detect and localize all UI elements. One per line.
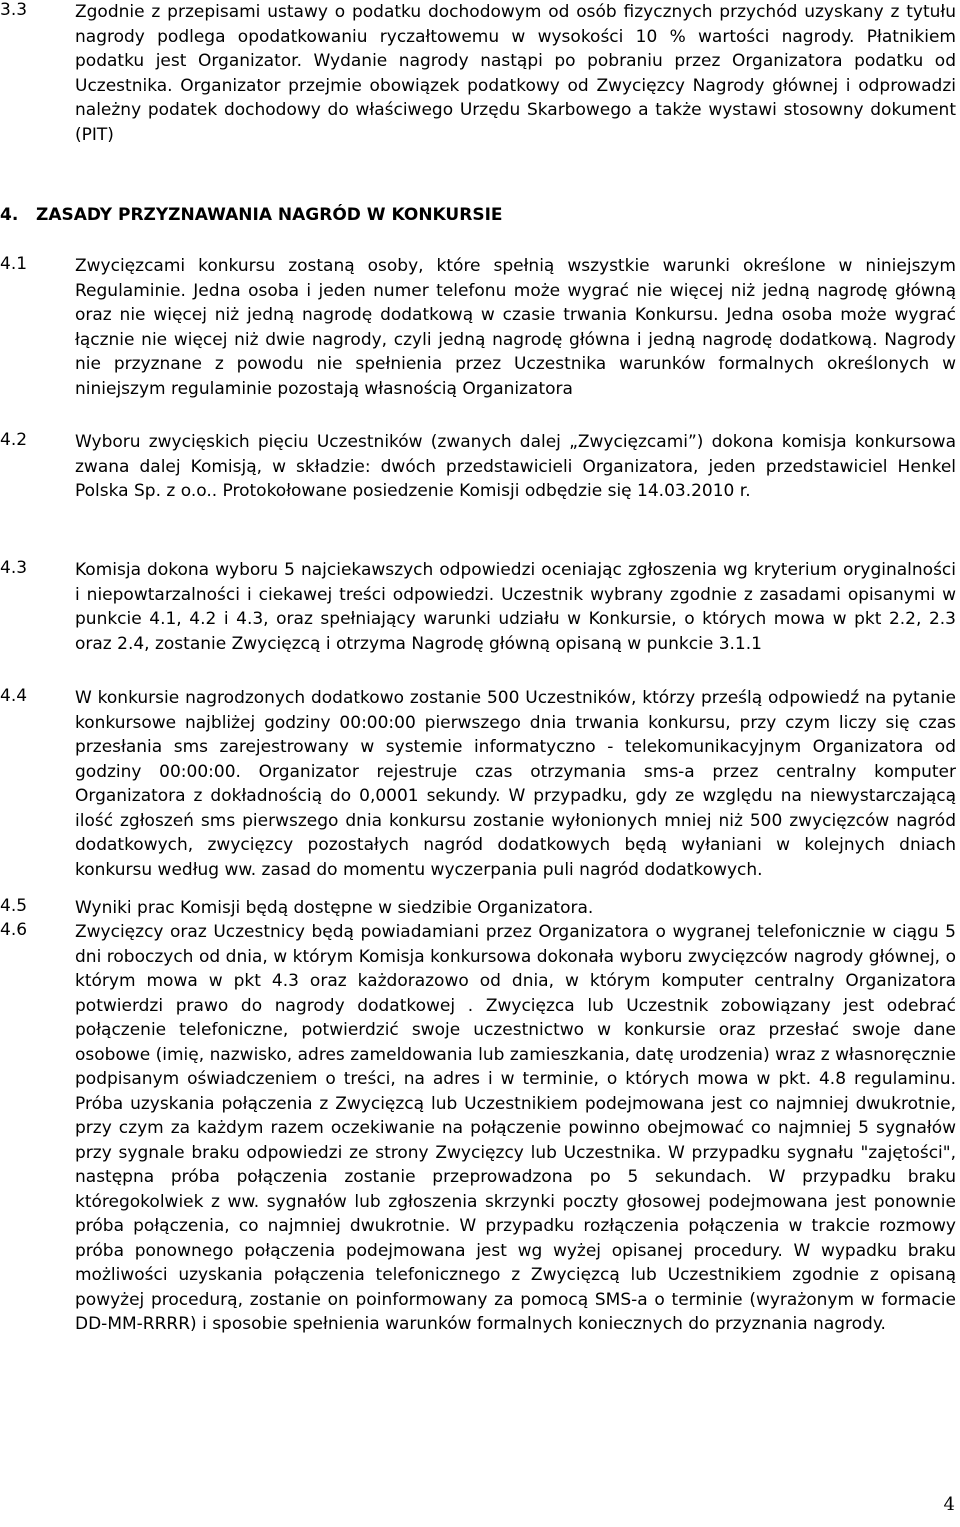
paragraph-4-3 xyxy=(0,558,956,656)
paragraph-text: Zwycięzcy oraz Uczestnicy będą powiadamiani przez Organizatora o wygranej telefonicznie w ciągu 5 dni roboczych od dnia, w którym Komisja konkursowa dokonała wyboru zwycięzców nagrody głównej, o którym mowa w pkt 4.3 oraz każdorazowo od dnia, w którym komputer centralny Organizatora potwierdzi prawo do nagrody dodatkowej . Zwycięzca lub Uczestnik zobowiązany jest odebrać połączenie telefoniczne, potwierdzić swoje uczestnictwo w konkursie oraz przesłać swoje dane osobowe (imię, nazwisko, adres zameldowania lub zamieszkania, datę urodzenia) wraz z własnoręcznie podpisanym oświadczeniem o treści, na adres i w terminie, o których mowa w pkt. 4.8 regulaminu. Próba uzyskania połączenia z Zwycięzcą lub Uczestnikiem podejmowana jest co najmniej dwukrotnie, przy czym za każdym razem oczekiwanie na połączenie powinno obejmować co najmniej 5 sygnałów przy sygnale braku odpowiedzi ze strony Zwycięzcy lub Uczestnika. W przypadku sygnału "zajętości", następna próba połączenia zostanie przeprowadzona po 5 sekundach. W przypadku braku któregokolwiek z ww. sygnałów lub zgłoszenia skrzynki poczty głosowej podejmowana jest ponownie próba połączenia, co najmniej dwukrotnie. W przypadku rozłączenia połączenia w trakcie rozmowy próba ponownego połączenia podejmowana jest wg wyżej opisanej procedury. W wypadku braku możliwości uzyskania połączenia telefonicznego z Zwycięzcą lub Uczestnikiem zgodnie z opisaną powyżej procedurą, zostanie on poinformowany za pomocą SMS-a o terminie (wyrażonym w formacie DD-MM-RRRR) i sposobie spełnienia warunków formalnych koniecznych do przyznania nagrody. xyxy=(75,922,956,1334)
paragraph-text: W konkursie nagrodzonych dodatkowo zostanie 500 Uczestników, którzy prześlą odpowiedź na pytanie konkursowe najbliżej godziny 00:00:00 pierwszego dnia trwania konkursu, przy czym liczy się czas przesłania sms zarejestrowany w systemie informatyczno - telekomunikacyjnym Organizatora od godziny 00:00:00. Organizator rejestruje czas otrzymania sms-a przez centralny komputer Organizatora z dokładnością do 0,0001 sekundy. W przypadku, gdy ze względu na niewystarczającą ilość zgłoszeń sms pierwszego dnia konkursu zostanie wyłonionych mniej niż 500 zwycięzców nagród dodatkowych, zwycięzcy pozostałych nagród dodatkowych będą wyłaniani w kolejnych dniach konkursu według ww. zasad do momentu wyczerpania puli nagród dodatkowych. xyxy=(75,688,956,880)
paragraph-number: 4.6 xyxy=(0,920,28,940)
section-number: 4. xyxy=(0,205,19,225)
paragraph-text: Wyboru zwycięskich pięciu Uczestników (zwanych dalej „Zwycięzcami”) dokona komisja konkursowa zwana dalej Komisją, w składzie: dwóch przedstawicieli Organizatora, jeden przedstawiciel Henkel Polska Sp. z o.o.. Protokołowane posiedzenie Komisji odbędzie się 14.03.2010 r. xyxy=(75,432,956,501)
paragraph-4-1 xyxy=(0,254,956,401)
section-heading xyxy=(0,203,503,227)
paragraph-number: 4.3 xyxy=(0,558,28,578)
paragraph-3-3 xyxy=(0,0,956,147)
page-number: 4 xyxy=(943,1494,955,1515)
paragraph-4-2 xyxy=(0,430,956,504)
paragraph-4-6 xyxy=(0,920,956,1337)
paragraph-number: 4.2 xyxy=(0,430,28,450)
paragraph-text: Zgodnie z przepisami ustawy o podatku dochodowym od osób fizycznych przychód uzyskany z tytułu nagrody podlega opodatkowaniu ryczałtowemu w wysokości 10 % wartości nagrody. Płatnikiem podatku jest Organizator. Wydanie nagrody nastąpi po pobraniu przez Organizatora podatku od Uczestnika. Organizator przejmie obowiązek podatkowy od Zwycięzcy Nagrody głównej i odprowadzi należny podatek dochodowy do właściwego Urzędu Skarbowego a także wystawi stosowny dokument (PIT) xyxy=(75,2,956,145)
paragraph-number: 3.3 xyxy=(0,0,28,20)
paragraph-text: Komisja dokona wyboru 5 najciekawszych odpowiedzi oceniając zgłoszenia wg kryterium oryginalności i niepowtarzalności i ciekawej treści odpowiedzi. Uczestnik wybrany zgodnie z zasadami opisanymi w punkcie 4.1, 4.2 i 4.3, oraz spełniający warunki udziału w Konkursie, o których mowa w pkt 2.2, 2.3 oraz 2.4, zostanie Zwycięzcą i otrzyma Nagrodę główną opisaną w punkcie 3.1.1 xyxy=(75,560,956,654)
paragraph-text: Wyniki prac Komisji będą dostępne w siedzibie Organizatora. xyxy=(75,898,594,918)
section-title: ZASADY PRZYZNAWANIA NAGRÓD W KONKURSIE xyxy=(36,205,503,225)
paragraph-4-4 xyxy=(0,686,956,882)
paragraph-number: 4.5 xyxy=(0,896,28,916)
paragraph-number: 4.1 xyxy=(0,254,28,274)
paragraph-text: Zwycięzcami konkursu zostaną osoby, które spełnią wszystkie warunki określone w niniejszym Regulaminie. Jedna osoba i jeden numer telefonu może wygrać nie więcej niż jedną nagrodę główną oraz nie więcej niż jedną nagrodę dodatkową w czasie trwania Konkursu. Jedna osoba może wygrać łącznie nie więcej niż dwie nagrody, czyli jedną nagrodę główna i jedną nagrodę dodatkową. Nagrody nie przyznane z powodu nie spełnienia przez Uczestnika warunków formalnych określonych w niniejszym regulaminie pozostają własnością Organizatora xyxy=(75,256,956,399)
paragraph-4-5 xyxy=(0,896,956,921)
paragraph-number: 4.4 xyxy=(0,686,28,706)
